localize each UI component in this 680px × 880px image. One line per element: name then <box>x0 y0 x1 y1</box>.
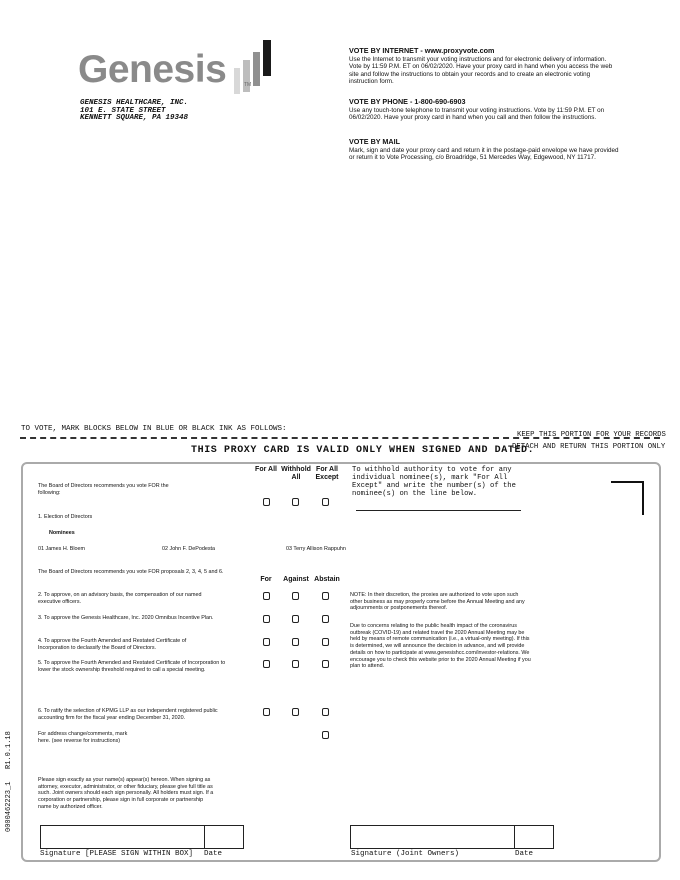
proposals-recommendation: The Board of Directors recommends you vote FOR proposals 2, 3, 4, 5 and 6. <box>38 569 224 575</box>
checkbox-address-change[interactable] <box>322 731 329 739</box>
company-logo-wordmark: Genesis <box>78 48 227 91</box>
mark-instructions: TO VOTE, MARK BLOCKS BELOW IN BLUE OR BLACK INK AS FOLLOWS: <box>21 425 287 433</box>
checkbox-p3-for[interactable] <box>263 615 270 623</box>
except-write-line[interactable] <box>356 510 521 511</box>
signature-date-divider <box>204 826 205 848</box>
signature-box[interactable] <box>40 825 244 849</box>
checkbox-p4-for[interactable] <box>263 638 270 646</box>
proposal-6: 6. To ratify the selection of KPMG LLP as our independent registered public accounting firm for the fiscal year ending December 31, 2020. <box>38 708 218 721</box>
vote-mail-heading: VOTE BY MAIL <box>349 137 400 146</box>
proposal-3: 3. To approve the Genesis Healthcare, Inc. 2020 Omnibus Incentive Plan. <box>38 615 214 621</box>
checkbox-p5-for[interactable] <box>263 660 270 668</box>
checkbox-directors-withhold-all[interactable] <box>292 498 299 506</box>
checkbox-p4-against[interactable] <box>292 638 299 646</box>
company-city: KENNETT SQUARE, PA 19348 <box>80 114 189 122</box>
directors-recommendation: The Board of Directors recommends you vote FOR the following: <box>38 483 169 496</box>
checkbox-p6-against[interactable] <box>292 708 299 716</box>
col-against: Against <box>283 576 309 583</box>
checkbox-p2-against[interactable] <box>292 592 299 600</box>
col-abstain: Abstain <box>314 576 340 583</box>
proposal-5: 5. To approve the Fourth Amended and Restated Certificate of Incorporation to lower the stock ownership threshold required to call a special meeting. <box>38 660 226 673</box>
date-label: Date <box>204 850 223 858</box>
side-document-code: 0000462223_1 R1.0.1.18 <box>5 731 13 832</box>
vote-phone-heading: VOTE BY PHONE - 1-800-690-6903 <box>349 97 466 106</box>
vote-internet-body: Use the Internet to transmit your voting instructions and for electronic delivery of information. Vote by 11:59 P.M. ET on 06/02/2020. Have your proxy card in hand when you access the web site and follow the instructions to obtain your records and to create an electronic voting instruction form. <box>349 55 613 86</box>
proposal-2: 2. To approve, on an advisory basis, the compensation of our named executive officers. <box>38 592 202 605</box>
trademark-mark: TM <box>244 82 252 88</box>
vote-internet-heading: VOTE BY INTERNET - www.proxyvote.com <box>349 46 495 55</box>
checkbox-p5-against[interactable] <box>292 660 299 668</box>
proposal-4: 4. To approve the Fourth Amended and Restated Certificate of Incorporation to declassify the Board of Directors. <box>38 638 187 651</box>
checkbox-p2-for[interactable] <box>263 592 270 600</box>
checkbox-p6-for[interactable] <box>263 708 270 716</box>
checkbox-p3-abstain[interactable] <box>322 615 329 623</box>
checkbox-p3-against[interactable] <box>292 615 299 623</box>
discretion-note: NOTE: In their discretion, the proxies are authorized to vote upon such other business as may properly come before the Annual Meeting and any adjournments or postponements thereof. <box>350 592 525 612</box>
signature-label: Signature [PLEASE SIGN WITHIN BOX] <box>40 850 194 858</box>
col-for-all: For All <box>255 466 277 473</box>
col-withhold-all: Withhold All <box>281 466 311 481</box>
vote-mail-body: Mark, sign and date your proxy card and return it in the postage-paid envelope we have provided or return it to Vote Processing, c/o Broadridge, 51 Mercedes Way, Edgewood, NY 11717. <box>349 146 619 162</box>
valid-notice: THIS PROXY CARD IS VALID ONLY WHEN SIGNED AND DATED. <box>191 445 535 456</box>
vote-phone-body: Use any touch-tone telephone to transmit your voting instructions. Vote by 11:59 P.M. ET on 06/02/2020. Have your proxy card in hand when you call and then follow the instructions. <box>349 106 605 122</box>
company-name: GENESIS HEALTHCARE, INC. <box>80 99 189 107</box>
vote-by-internet <box>349 47 619 86</box>
address-change-text: For address change/comments, mark here. (see reverse for instructions) <box>38 731 128 744</box>
joint-signature-date-divider <box>514 826 515 848</box>
company-address <box>80 100 188 123</box>
signing-instructions: Please sign exactly as your name(s) appear(s) hereon. When signing as attorney, executor, administrator, or other fiduciary, please give full title as such. Joint owners should each sign personally. All holders must sign. If a corporation or partnership, please sign in full corporate or partnership name by authorized officer. <box>38 777 214 810</box>
item-election-of-directors: 1. Election of Directors <box>38 514 93 520</box>
nominee-01: 01 James H. Bloem <box>38 546 86 552</box>
vote-by-mail <box>349 138 619 162</box>
nominee-02: 02 John F. DePodesta <box>162 546 216 552</box>
withhold-instruction: To withhold authority to vote for any individual nominee(s), mark "For All Except" and write the number(s) of the nominee(s) on the line below. <box>352 466 516 498</box>
checkbox-p2-abstain[interactable] <box>322 592 329 600</box>
detach-return-label: DETACH AND RETURN THIS PORTION ONLY <box>512 443 666 451</box>
joint-signature-box[interactable] <box>350 825 554 849</box>
checkbox-directors-for-all-except[interactable] <box>322 498 329 506</box>
vote-by-phone <box>349 98 619 122</box>
nominees-label: Nominees <box>49 530 75 536</box>
company-street: 101 E. STATE STREET <box>80 106 166 115</box>
covid-meeting-note: Due to concerns relating to the public health impact of the coronavirus outbreak (COVID-19) and related travel the 2020 Annual Meeting may be held by means of remote communication (i.e., a virtual-only meeting). If this is determined, we will announce the decision in advance, and will provide details on how to participate at www.genesishcc.com/investor-relations. We encourage you to check this website prior to the 2020 Annual Meeting if you plan to attend. <box>350 623 531 670</box>
keep-portion-label: KEEP THIS PORTION FOR YOUR RECORDS <box>517 431 666 439</box>
checkbox-p6-abstain[interactable] <box>322 708 329 716</box>
logo-bars-icon <box>228 38 278 96</box>
nominee-03: 03 Terry Allison Rappuhn <box>286 546 346 552</box>
joint-signature-label: Signature (Joint Owners) <box>351 850 460 858</box>
checkbox-directors-for-all[interactable] <box>263 498 270 506</box>
checkbox-p5-abstain[interactable] <box>322 660 329 668</box>
col-for-all-except: For All Except <box>315 466 339 481</box>
corner-registration-mark <box>611 481 644 515</box>
col-for: For <box>260 576 272 583</box>
checkbox-p4-abstain[interactable] <box>322 638 329 646</box>
joint-date-label: Date <box>515 850 534 858</box>
detach-line <box>20 437 660 439</box>
